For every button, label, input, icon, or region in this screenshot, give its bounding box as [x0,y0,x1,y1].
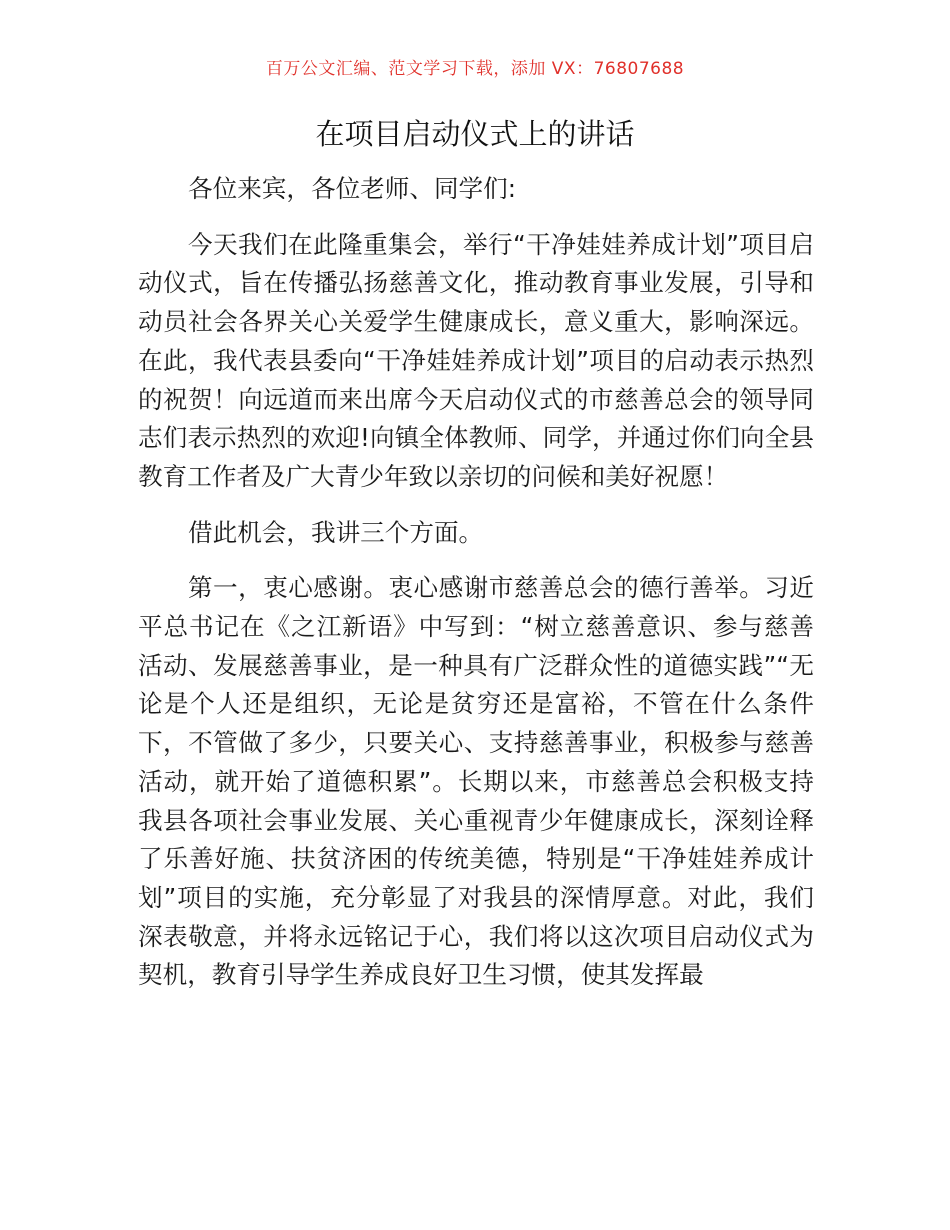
document-body [138,170,814,995]
document-title: 在项目启动仪式上的讲话 [315,117,635,151]
paragraph-first-point: 第一，衷心感谢。衷心感谢市慈善总会的德行善举。习近平总书记在《之江新语》中写到：“树立慈善意识、参与慈善活动、发展慈善事业，是一种具有广泛群众性的道德实践”“无论是个人还是组织，无论是贫穷还是富裕，不管在什么条件下，不管做了多少，只要关心、支持慈善事业，积极参与慈善活动，就开始了道德积累”。长期以来，市慈善总会积极支持我县各项社会事业发展、关心重视青少年健康成长，深刻诠释了乐善好施、扶贫济困的传统美德，特别是“干净娃娃养成计划”项目的实施，充分彰显了对我县的深情厚意。对此，我们深表敬意，并将永远铭记于心，我们将以这次项目启动仪式为契机，教育引导学生养成良好卫生习惯，使其发挥最 [138,573,814,990]
paragraph-opening: 今天我们在此隆重集会，举行“干净娃娃养成计划”项目启动仪式，旨在传播弘扬慈善文化，推动教育事业发展，引导和动员社会各界关心关爱学生健康成长，意义重大，影响深远。在此，我代表县委向“干净娃娃养成计划”项目的启动表示热烈的祝贺！向远道而来出席今天启动仪式的市慈善总会的领导同志们表示热烈的欢迎!向镇全体教师、同学，并通过你们向全县教育工作者及广大青少年致以亲切的问候和美好祝愿！ [138,229,814,491]
header-banner: 百万公文汇编、范文学习下载，添加 VX：76807688 [265,59,685,79]
salutation: 各位来宾，各位老师、同学们: [188,174,517,203]
paragraph-outline: 借此机会，我讲三个方面。 [188,517,484,547]
